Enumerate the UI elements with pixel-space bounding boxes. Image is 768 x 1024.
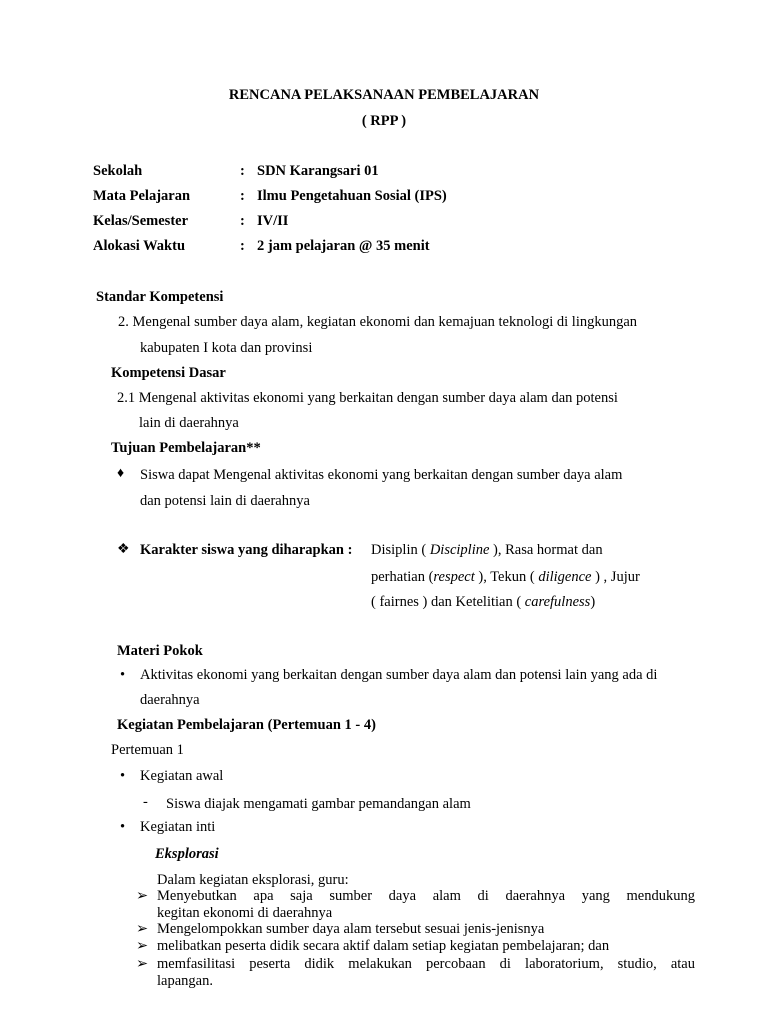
kegiatan-awal-item: Siswa diajak mengamati gambar pemandangan alam: [166, 796, 471, 812]
eksplorasi-item: Mengelompokkan sumber daya alam tersebut sesuai jenis-jenisnya: [157, 921, 545, 937]
materi-heading: Materi Pokok: [117, 643, 203, 659]
tujuan-heading: Tujuan Pembelajaran**: [111, 440, 261, 456]
pertemuan-label: Pertemuan 1: [111, 742, 184, 758]
document-title: RENCANA PELAKSANAAN PEMBELAJARAN: [228, 87, 540, 103]
identity-colon: :: [240, 213, 245, 229]
standar-kompetensi-heading: Standar Kompetensi: [96, 289, 224, 305]
eksplorasi-item-continuation: kegitan ekonomi di daerahnya: [157, 905, 333, 921]
eksplorasi-item: melibatkan peserta didik secara aktif dalam setiap kegiatan pembelajaran; dan: [157, 938, 610, 954]
arrowhead-bullet-icon: ➢: [136, 921, 149, 937]
identity-colon: :: [240, 163, 245, 179]
bullet-icon: •: [120, 768, 126, 784]
arrowhead-bullet-icon: ➢: [136, 938, 149, 954]
eksplorasi-item: memfasilitasi peserta didik melakukan percobaan di laboratorium, studio, atau: [157, 956, 695, 972]
identity-value: 2 jam pelajaran @ 35 menit: [257, 238, 430, 254]
identity-value: Ilmu Pengetahuan Sosial (IPS): [257, 188, 447, 204]
dash-icon: -: [143, 794, 148, 810]
eksplorasi-item: Menyebutkan apa saja sumber daya alam di daerahnya yang mendukung: [157, 888, 695, 904]
identity-label: Sekolah: [93, 163, 143, 179]
identity-label: Alokasi Waktu: [93, 238, 186, 254]
karakter-label: Karakter siswa yang diharapkan :: [140, 542, 353, 558]
identity-value: IV/II: [257, 213, 289, 229]
eksplorasi-intro: Dalam kegiatan eksplorasi, guru:: [157, 872, 349, 888]
eksplorasi-item-continuation: lapangan.: [157, 973, 213, 989]
tujuan-line: Siswa dapat Mengenal aktivitas ekonomi yang berkaitan dengan sumber daya alam: [140, 467, 623, 483]
arrowhead-bullet-icon: ➢: [136, 888, 149, 904]
bullet-icon: •: [120, 667, 126, 683]
document-subtitle: ( RPP ): [361, 113, 407, 129]
diamond-bullet-icon: ♦: [117, 466, 125, 481]
identity-colon: :: [240, 238, 245, 254]
identity-value: SDN Karangsari 01: [257, 163, 379, 179]
tujuan-line: dan potensi lain di daerahnya: [140, 493, 310, 509]
karakter-line: perhatian (respect ), Tekun ( diligence ) , Jujur: [371, 569, 640, 585]
karakter-line: Disiplin ( Discipline ), Rasa hormat dan: [371, 542, 603, 558]
karakter-line: ( fairnes ) dan Ketelitian ( carefulness): [371, 594, 596, 610]
kompetensi-dasar-line: 2.1 Mengenal aktivitas ekonomi yang berkaitan dengan sumber daya alam dan potensi: [117, 390, 618, 406]
kegiatan-heading: Kegiatan Pembelajaran (Pertemuan 1 - 4): [117, 717, 376, 733]
four-diamond-bullet-icon: ❖: [117, 542, 130, 557]
kegiatan-inti-label: Kegiatan inti: [140, 819, 216, 835]
kompetensi-dasar-line: lain di daerahnya: [139, 415, 239, 431]
kompetensi-dasar-heading: Kompetensi Dasar: [111, 365, 226, 381]
materi-line: daerahnya: [140, 692, 200, 708]
standar-kompetensi-line: 2. Mengenal sumber daya alam, kegiatan ekonomi dan kemajuan teknologi di lingkungan: [118, 314, 638, 330]
eksplorasi-heading: Eksplorasi: [155, 846, 219, 862]
identity-colon: :: [240, 188, 245, 204]
bullet-icon: •: [120, 819, 126, 835]
identity-label: Kelas/Semester: [93, 213, 189, 229]
arrowhead-bullet-icon: ➢: [136, 956, 149, 972]
identity-label: Mata Pelajaran: [93, 188, 191, 204]
materi-line: Aktivitas ekonomi yang berkaitan dengan sumber daya alam dan potensi lain yang ada di: [140, 667, 658, 683]
kegiatan-awal-label: Kegiatan awal: [140, 768, 224, 784]
standar-kompetensi-line: kabupaten I kota dan provinsi: [140, 340, 313, 356]
